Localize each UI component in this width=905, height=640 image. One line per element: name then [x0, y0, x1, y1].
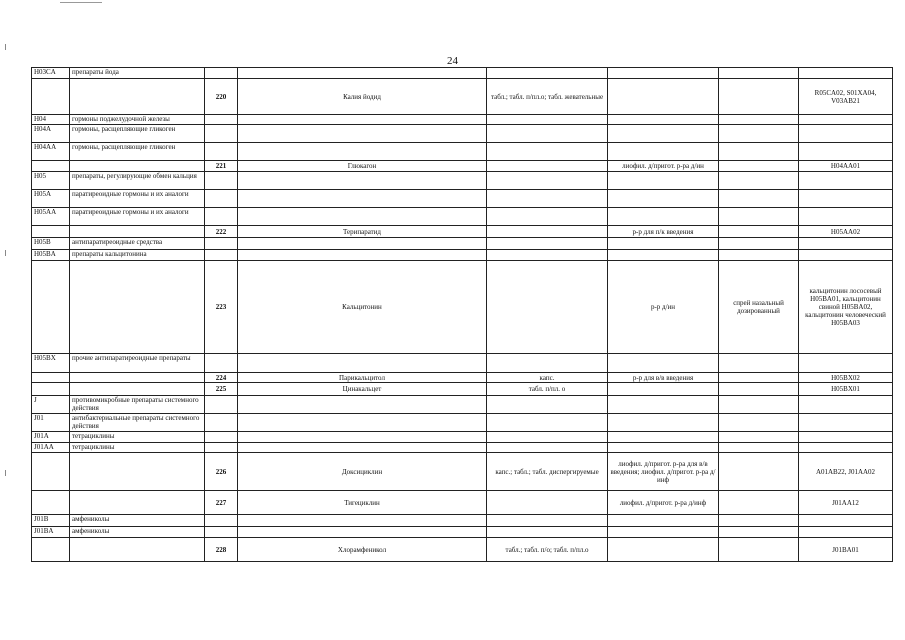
- table-row: [32, 238, 893, 250]
- table-row: [32, 527, 893, 538]
- cell-code: H04A: [32, 125, 70, 143]
- cell-form3: [719, 143, 799, 161]
- cell-form3: [719, 115, 799, 125]
- cell-num: 227: [205, 491, 238, 515]
- cell-name: Глюкагон: [238, 161, 487, 172]
- cell-code: J01B: [32, 515, 70, 527]
- table-row: [32, 208, 893, 226]
- table-row: [32, 414, 893, 432]
- cell-desc: [70, 491, 205, 515]
- cell-form3: [719, 79, 799, 115]
- cell-form1: [487, 527, 608, 538]
- cell-atc: [799, 208, 893, 226]
- cell-num: 228: [205, 538, 238, 562]
- cell-form2: [608, 125, 719, 143]
- cell-desc: тетрациклины: [70, 432, 205, 443]
- table-row: [32, 354, 893, 373]
- cell-form2: лиофил. д/пригот. р-ра д/ин: [608, 161, 719, 172]
- cell-form1: [487, 143, 608, 161]
- cell-form2: [608, 515, 719, 527]
- cell-desc: препараты кальцитонина: [70, 250, 205, 261]
- cell-code: J01AA: [32, 443, 70, 453]
- scan-edge-line: [60, 2, 102, 3]
- cell-code: [32, 538, 70, 562]
- page-number: 24: [447, 55, 458, 67]
- table-row: [32, 68, 893, 79]
- cell-form3: [719, 250, 799, 261]
- cell-name: [238, 115, 487, 125]
- cell-num: [205, 143, 238, 161]
- cell-form1: [487, 250, 608, 261]
- cell-num: [205, 190, 238, 208]
- cell-num: [205, 208, 238, 226]
- cell-atc: [799, 115, 893, 125]
- cell-code: [32, 383, 70, 396]
- cell-atc: H05AA02: [799, 226, 893, 238]
- cell-atc: H04AA01: [799, 161, 893, 172]
- cell-atc: [799, 250, 893, 261]
- cell-form3: [719, 453, 799, 491]
- cell-form2: р-р д/ин: [608, 261, 719, 354]
- cell-atc: H05BX01: [799, 383, 893, 396]
- cell-form3: [719, 373, 799, 383]
- cell-form2: р-р для п/к введения: [608, 226, 719, 238]
- cell-form1: [487, 354, 608, 373]
- cell-form2: лиофил. д/пригот. р-ра для в/в введения; лиофил. д/пригот. р-ра д/инф: [608, 453, 719, 491]
- cell-num: [205, 515, 238, 527]
- cell-desc: [70, 261, 205, 354]
- table-row: [32, 491, 893, 515]
- cell-name: [238, 250, 487, 261]
- cell-num: 220: [205, 79, 238, 115]
- cell-name: [238, 238, 487, 250]
- cell-form1: табл.; табл. п/о; табл. п/пл.о: [487, 538, 608, 562]
- cell-form2: [608, 354, 719, 373]
- cell-form3: [719, 515, 799, 527]
- cell-desc: паратиреоидные гормоны и их аналоги: [70, 190, 205, 208]
- cell-form1: [487, 190, 608, 208]
- cell-name: [238, 515, 487, 527]
- cell-num: [205, 238, 238, 250]
- cell-atc: [799, 414, 893, 432]
- table-row: [32, 443, 893, 453]
- cell-name: [238, 68, 487, 79]
- cell-num: 225: [205, 383, 238, 396]
- cell-num: 226: [205, 453, 238, 491]
- cell-form1: [487, 491, 608, 515]
- cell-atc: [799, 432, 893, 443]
- cell-name: [238, 396, 487, 414]
- cell-form1: [487, 172, 608, 190]
- cell-atc: [799, 190, 893, 208]
- cell-desc: гормоны, расщепляющие гликоген: [70, 125, 205, 143]
- cell-num: [205, 68, 238, 79]
- cell-form1: табл. п/пл. о: [487, 383, 608, 396]
- table-row: [32, 261, 893, 354]
- cell-code: H03CA: [32, 68, 70, 79]
- cell-form1: [487, 161, 608, 172]
- cell-num: [205, 443, 238, 453]
- cell-atc: [799, 172, 893, 190]
- cell-form3: [719, 414, 799, 432]
- cell-form1: [487, 125, 608, 143]
- drug-list-table: [31, 67, 893, 562]
- cell-code: H05: [32, 172, 70, 190]
- table-row: [32, 250, 893, 261]
- cell-code: J01BA: [32, 527, 70, 538]
- cell-code: H05B: [32, 238, 70, 250]
- cell-form2: [608, 79, 719, 115]
- table-row: [32, 226, 893, 238]
- cell-form3: [719, 125, 799, 143]
- cell-desc: [70, 383, 205, 396]
- cell-form1: [487, 515, 608, 527]
- scan-margin-mark: [5, 470, 6, 476]
- cell-form3: [719, 527, 799, 538]
- cell-form3: [719, 208, 799, 226]
- cell-desc: паратиреоидные гормоны и их аналоги: [70, 208, 205, 226]
- cell-code: [32, 226, 70, 238]
- cell-num: 223: [205, 261, 238, 354]
- table-body: [32, 68, 893, 562]
- cell-code: J01A: [32, 432, 70, 443]
- cell-form3: [719, 68, 799, 79]
- cell-form3: спрей назальный дозированный: [719, 261, 799, 354]
- cell-name: [238, 414, 487, 432]
- cell-name: [238, 143, 487, 161]
- cell-form1: [487, 208, 608, 226]
- cell-form2: р-р для в/в введения: [608, 373, 719, 383]
- cell-code: J: [32, 396, 70, 414]
- cell-num: [205, 250, 238, 261]
- cell-form2: [608, 383, 719, 396]
- cell-form3: [719, 161, 799, 172]
- cell-atc: [799, 68, 893, 79]
- cell-num: [205, 396, 238, 414]
- table-row: [32, 453, 893, 491]
- cell-form3: [719, 190, 799, 208]
- cell-form3: [719, 172, 799, 190]
- table-row: [32, 432, 893, 443]
- cell-name: [238, 172, 487, 190]
- table-row: [32, 383, 893, 396]
- cell-desc: антибактериальные препараты системного действия: [70, 414, 205, 432]
- table-row: [32, 161, 893, 172]
- cell-form2: [608, 396, 719, 414]
- cell-name: Хлорамфеникол: [238, 538, 487, 562]
- cell-form1: [487, 115, 608, 125]
- cell-desc: амфениколы: [70, 515, 205, 527]
- cell-name: Калия йодид: [238, 79, 487, 115]
- cell-form1: табл.; табл. п/пл.о; табл. жевательные: [487, 79, 608, 115]
- cell-name: [238, 208, 487, 226]
- cell-num: [205, 354, 238, 373]
- cell-code: H05BA: [32, 250, 70, 261]
- cell-atc: [799, 515, 893, 527]
- cell-form3: [719, 226, 799, 238]
- cell-form2: [608, 538, 719, 562]
- cell-code: [32, 453, 70, 491]
- cell-name: Парикальцитол: [238, 373, 487, 383]
- table-row: [32, 172, 893, 190]
- cell-code: [32, 491, 70, 515]
- cell-form3: [719, 354, 799, 373]
- cell-name: [238, 190, 487, 208]
- table-row: [32, 79, 893, 115]
- cell-desc: [70, 79, 205, 115]
- scan-margin-mark: [5, 44, 6, 50]
- cell-form2: [608, 250, 719, 261]
- cell-name: Кальцитонин: [238, 261, 487, 354]
- table-row: [32, 538, 893, 562]
- cell-atc: R05CA02, S01XA04, V03AB21: [799, 79, 893, 115]
- cell-num: 224: [205, 373, 238, 383]
- cell-atc: кальцитонин лососевый H05BA01, кальцитонин свиной H05BA02, кальцитонин человеческий H05BA03: [799, 261, 893, 354]
- cell-desc: тетрациклины: [70, 443, 205, 453]
- cell-name: [238, 125, 487, 143]
- cell-form3: [719, 383, 799, 396]
- cell-form3: [719, 538, 799, 562]
- cell-desc: гормоны, расщепляющие гликоген: [70, 143, 205, 161]
- cell-code: [32, 161, 70, 172]
- cell-desc: амфениколы: [70, 527, 205, 538]
- cell-form2: [608, 443, 719, 453]
- cell-desc: антипаратиреоидные средства: [70, 238, 205, 250]
- cell-num: 222: [205, 226, 238, 238]
- cell-form1: [487, 226, 608, 238]
- cell-code: [32, 79, 70, 115]
- cell-atc: [799, 396, 893, 414]
- cell-code: H04AA: [32, 143, 70, 161]
- cell-name: [238, 527, 487, 538]
- cell-num: [205, 432, 238, 443]
- cell-atc: J01BA01: [799, 538, 893, 562]
- table-row: [32, 190, 893, 208]
- cell-name: Тигециклин: [238, 491, 487, 515]
- cell-atc: [799, 354, 893, 373]
- cell-code: H05BX: [32, 354, 70, 373]
- cell-desc: [70, 161, 205, 172]
- cell-form2: [608, 432, 719, 443]
- cell-form2: [608, 115, 719, 125]
- cell-desc: [70, 373, 205, 383]
- table-row: [32, 115, 893, 125]
- cell-atc: [799, 443, 893, 453]
- cell-form3: [719, 491, 799, 515]
- cell-code: J01: [32, 414, 70, 432]
- table-row: [32, 143, 893, 161]
- cell-desc: гормоны поджелудочной железы: [70, 115, 205, 125]
- cell-form1: капс.: [487, 373, 608, 383]
- cell-code: H05A: [32, 190, 70, 208]
- cell-form2: [608, 143, 719, 161]
- cell-code: H04: [32, 115, 70, 125]
- cell-form2: [608, 238, 719, 250]
- cell-num: 221: [205, 161, 238, 172]
- cell-form1: [487, 432, 608, 443]
- cell-desc: препараты, регулирующие обмен кальция: [70, 172, 205, 190]
- cell-name: [238, 354, 487, 373]
- cell-form3: [719, 432, 799, 443]
- cell-code: [32, 373, 70, 383]
- cell-num: [205, 414, 238, 432]
- cell-atc: H05BX02: [799, 373, 893, 383]
- cell-num: [205, 172, 238, 190]
- cell-name: Доксициклин: [238, 453, 487, 491]
- scan-margin-mark: [5, 250, 6, 256]
- cell-form1: [487, 414, 608, 432]
- table-row: [32, 125, 893, 143]
- cell-form2: [608, 527, 719, 538]
- cell-num: [205, 115, 238, 125]
- cell-atc: A01AB22, J01AA02: [799, 453, 893, 491]
- cell-form1: [487, 238, 608, 250]
- cell-form2: [608, 414, 719, 432]
- cell-form2: [608, 190, 719, 208]
- cell-code: H05AA: [32, 208, 70, 226]
- cell-name: Цинакальцет: [238, 383, 487, 396]
- cell-atc: [799, 238, 893, 250]
- cell-form3: [719, 443, 799, 453]
- cell-name: Терипаратид: [238, 226, 487, 238]
- cell-atc: [799, 527, 893, 538]
- cell-desc: прочие антипаратиреоидные препараты: [70, 354, 205, 373]
- cell-atc: J01AA12: [799, 491, 893, 515]
- table-row: [32, 396, 893, 414]
- cell-desc: [70, 226, 205, 238]
- cell-code: [32, 261, 70, 354]
- cell-form2: лиофил. д/пригот. р-ра д/инф: [608, 491, 719, 515]
- cell-name: [238, 443, 487, 453]
- cell-desc: препараты йода: [70, 68, 205, 79]
- cell-form2: [608, 208, 719, 226]
- cell-atc: [799, 125, 893, 143]
- cell-desc: [70, 538, 205, 562]
- cell-form2: [608, 68, 719, 79]
- cell-form1: [487, 261, 608, 354]
- cell-form3: [719, 238, 799, 250]
- table-row: [32, 515, 893, 527]
- cell-atc: [799, 143, 893, 161]
- cell-desc: [70, 453, 205, 491]
- cell-name: [238, 432, 487, 443]
- cell-form1: капс.; табл.; табл. диспергируемые: [487, 453, 608, 491]
- cell-form2: [608, 172, 719, 190]
- cell-form3: [719, 396, 799, 414]
- cell-num: [205, 125, 238, 143]
- cell-form1: [487, 396, 608, 414]
- cell-form1: [487, 443, 608, 453]
- table-row: [32, 373, 893, 383]
- cell-desc: противомикробные препараты системного действия: [70, 396, 205, 414]
- cell-num: [205, 527, 238, 538]
- cell-form1: [487, 68, 608, 79]
